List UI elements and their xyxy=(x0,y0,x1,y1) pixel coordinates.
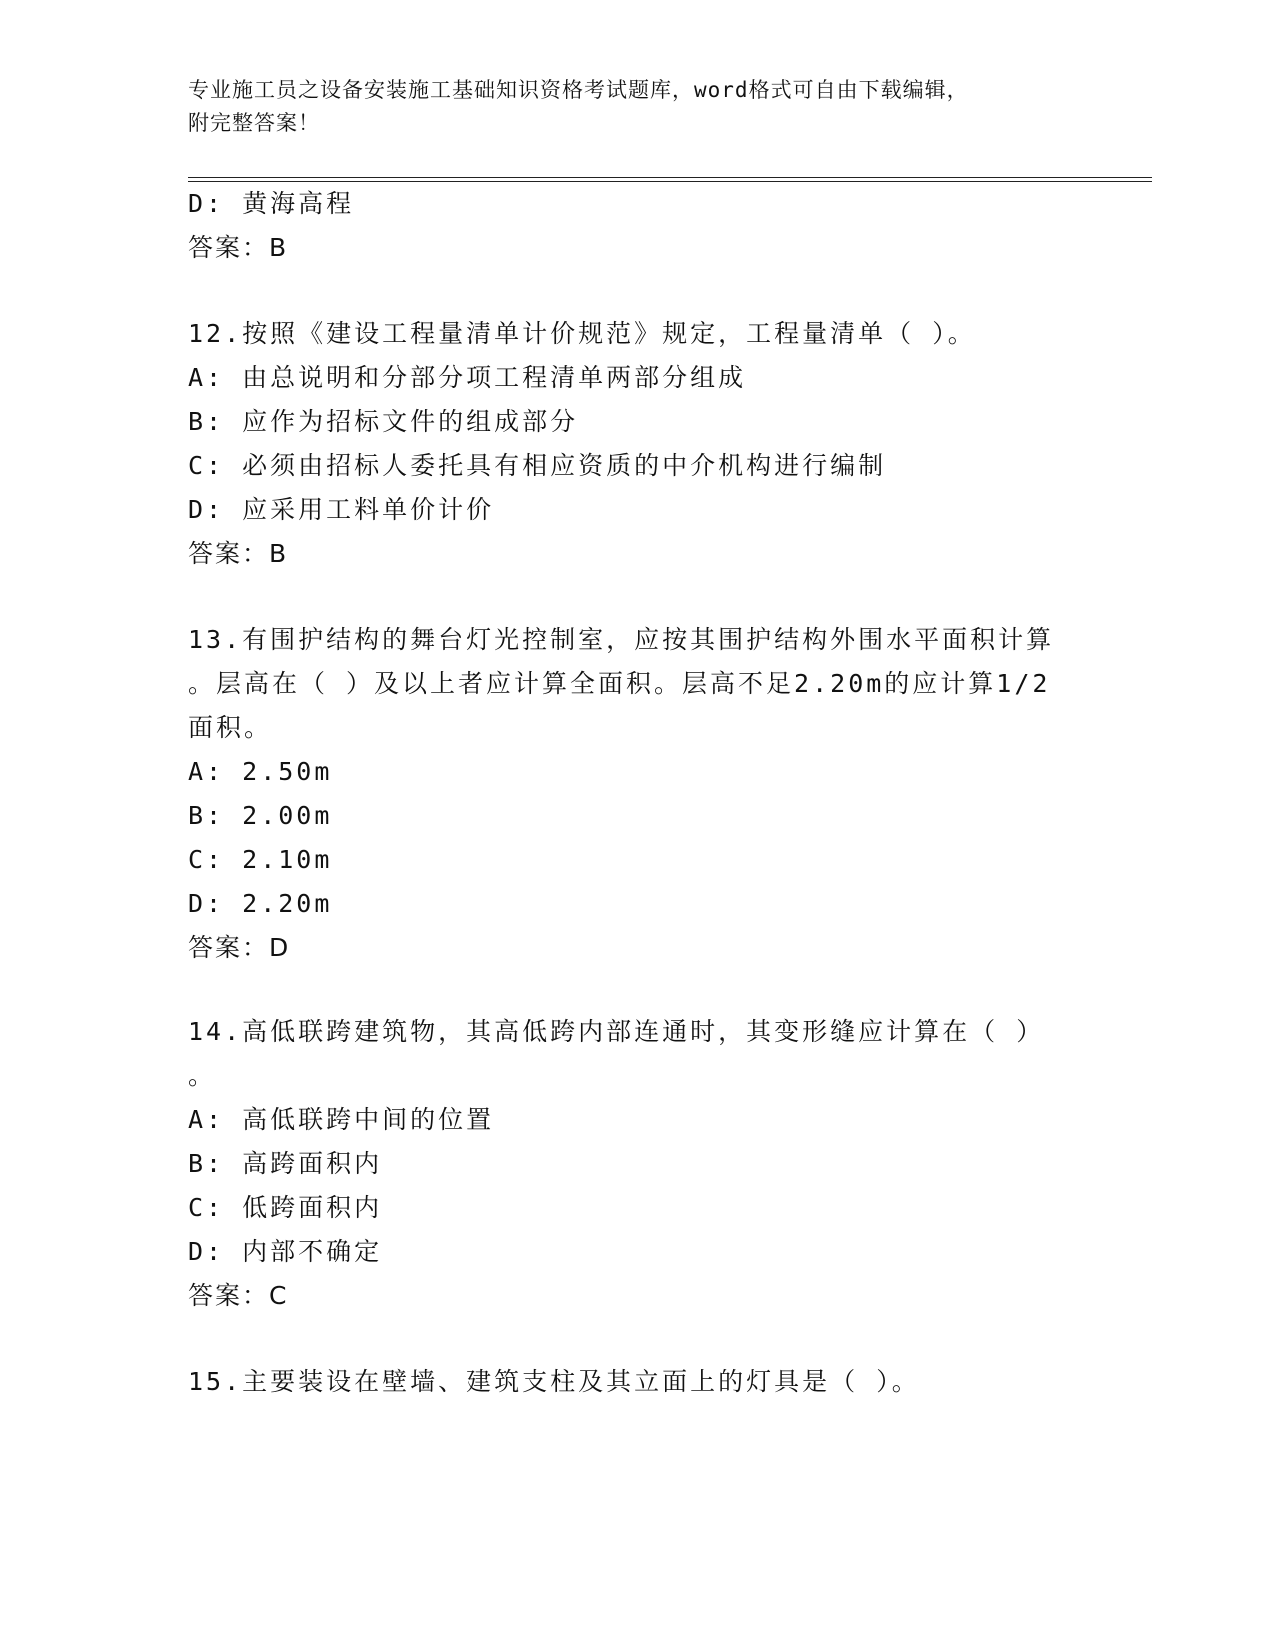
q13-answer: 答案：D xyxy=(188,933,291,962)
q13-stem-line-3: 面积。 xyxy=(188,713,273,742)
q13-option-d: D: 2.20m xyxy=(188,889,333,918)
q13-option-a: A: 2.50m xyxy=(188,757,333,786)
q13-stem-line-2: 。层高在（ ）及以上者应计算全面积。层高不足2.20m的应计算1/2 xyxy=(188,669,1051,698)
q14-option-b: B: 高跨面积内 xyxy=(188,1149,383,1178)
q13-option-b: B: 2.00m xyxy=(188,801,333,830)
q14-stem-line-2: 。 xyxy=(188,1061,217,1090)
q14-stem-line-1: 14.高低联跨建筑物，其高低跨内部连通时，其变形缝应计算在（ ） xyxy=(188,1017,1045,1046)
q12-option-c: C: 必须由招标人委托具有相应资质的中介机构进行编制 xyxy=(188,451,887,480)
q14-option-d: D: 内部不确定 xyxy=(188,1237,383,1266)
header-line-2: 附完整答案！ xyxy=(188,111,320,135)
q14-option-a: A: 高低联跨中间的位置 xyxy=(188,1105,495,1134)
q13-stem-line-1: 13.有围护结构的舞台灯光控制室，应按其围护结构外围水平面积计算 xyxy=(188,625,1055,654)
q12-stem: 12.按照《建设工程量清单计价规范》规定，工程量清单（ ）。 xyxy=(188,319,976,348)
q15-stem: 15.主要装设在壁墙、建筑支柱及其立面上的灯具是（ ）。 xyxy=(188,1367,920,1396)
q12-answer: 答案：B xyxy=(188,539,289,568)
q12-option-d: D: 应采用工料单价计价 xyxy=(188,495,495,524)
q12-option-b: B: 应作为招标文件的组成部分 xyxy=(188,407,579,436)
q14-answer: 答案：C xyxy=(188,1281,289,1310)
header-line-1: 专业施工员之设备安装施工基础知识资格考试题库，word格式可自由下载编辑， xyxy=(188,78,969,102)
document-header xyxy=(188,74,1088,140)
q14-option-c: C: 低跨面积内 xyxy=(188,1193,383,1222)
q12-option-a: A: 由总说明和分部分项工程清单两部分组成 xyxy=(188,363,747,392)
prev-option-d: D: 黄海高程 xyxy=(188,189,355,218)
prev-answer: 答案：B xyxy=(188,233,289,262)
q13-option-c: C: 2.10m xyxy=(188,845,333,874)
header-divider xyxy=(188,177,1152,182)
